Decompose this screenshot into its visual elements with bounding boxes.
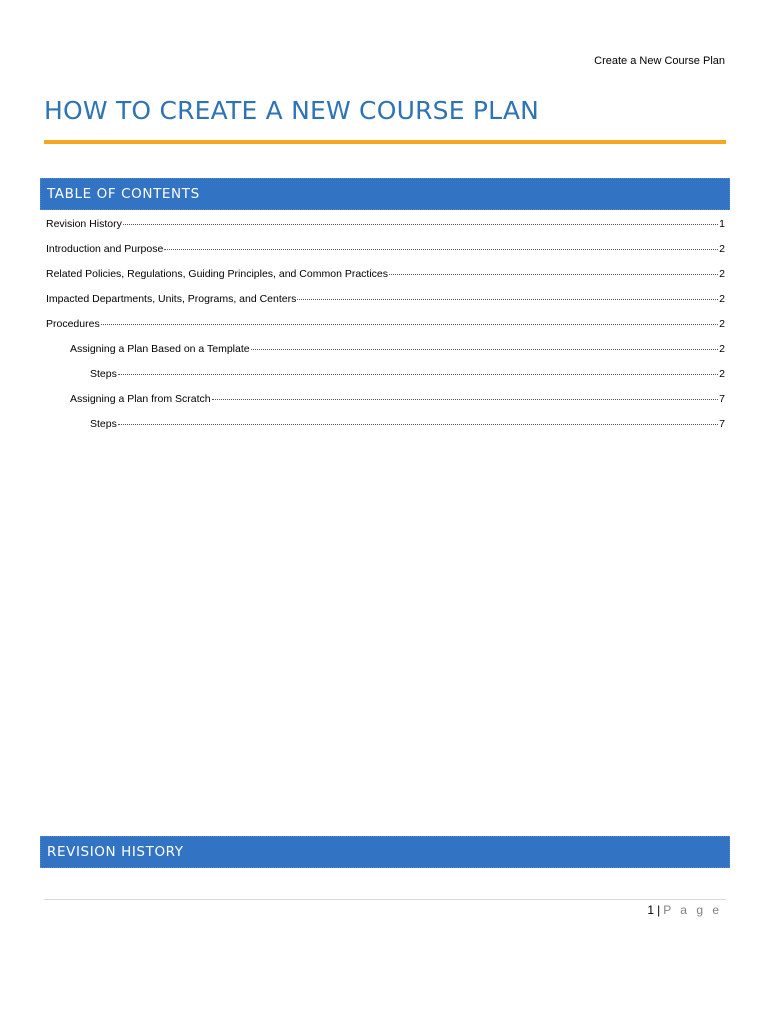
toc-entry-impacted-departments[interactable]: [46, 293, 725, 318]
toc-leader-dots: [123, 224, 718, 225]
toc-entry-page: 7: [719, 418, 725, 430]
toc-entry-steps-scratch[interactable]: [46, 418, 725, 443]
toc-leader-dots: [164, 249, 718, 250]
toc-leader-dots: [251, 349, 719, 350]
revision-history-heading-band: [40, 836, 730, 868]
toc-entry-page: 2: [719, 243, 725, 255]
toc-entry-text: Steps: [90, 368, 117, 380]
toc-entry-text: Procedures: [46, 318, 100, 330]
toc-entry-page: 7: [719, 393, 725, 405]
toc-entry-text: Assigning a Plan Based on a Template: [70, 343, 250, 355]
page-number-separator: |: [657, 903, 661, 917]
toc-entry-text: Steps: [90, 418, 117, 430]
toc-entry-assigning-template[interactable]: [46, 343, 725, 368]
toc-entry-procedures[interactable]: [46, 318, 725, 343]
toc-entry-text: Introduction and Purpose: [46, 243, 164, 255]
toc-entry-text: Related Policies, Regulations, Guiding Principles, and Common Practices: [46, 268, 388, 280]
toc-entry-page: 2: [719, 293, 725, 305]
running-header: Create a New Course Plan: [594, 55, 725, 67]
title-underline: [44, 140, 726, 144]
toc-entry-page: 2: [719, 318, 725, 330]
toc-entry-revision-history[interactable]: [46, 218, 725, 243]
toc-leader-dots: [101, 324, 718, 325]
toc-entry-page: 2: [719, 268, 725, 280]
page-word: P a g e: [663, 903, 722, 917]
toc-entry-related-policies[interactable]: [46, 268, 725, 293]
document-title: HOW TO CREATE A NEW COURSE PLAN: [44, 96, 540, 125]
toc-leader-dots: [212, 399, 719, 400]
toc-leader-dots: [118, 374, 718, 375]
revision-history-heading: REVISION HISTORY: [47, 844, 184, 860]
toc-entry-text: Impacted Departments, Units, Programs, and Centers: [46, 293, 297, 305]
toc-entry-text: Revision History: [46, 218, 122, 230]
footer-divider: [44, 899, 726, 900]
page-number: 1: [647, 903, 655, 917]
toc-entry-assigning-scratch[interactable]: [46, 393, 725, 418]
toc-entry-steps-template[interactable]: [46, 368, 725, 393]
toc-heading-band: [40, 178, 730, 210]
toc-heading: TABLE OF CONTENTS: [47, 186, 200, 202]
toc-leader-dots: [297, 299, 718, 300]
toc-entry-page: 2: [719, 368, 725, 380]
page-number-footer: [647, 903, 722, 917]
toc-leader-dots: [389, 274, 718, 275]
table-of-contents: [46, 218, 725, 443]
toc-leader-dots: [118, 424, 718, 425]
toc-entry-text: Assigning a Plan from Scratch: [70, 393, 211, 405]
toc-entry-introduction[interactable]: [46, 243, 725, 268]
toc-entry-page: 2: [719, 343, 725, 355]
toc-entry-page: 1: [719, 218, 725, 230]
